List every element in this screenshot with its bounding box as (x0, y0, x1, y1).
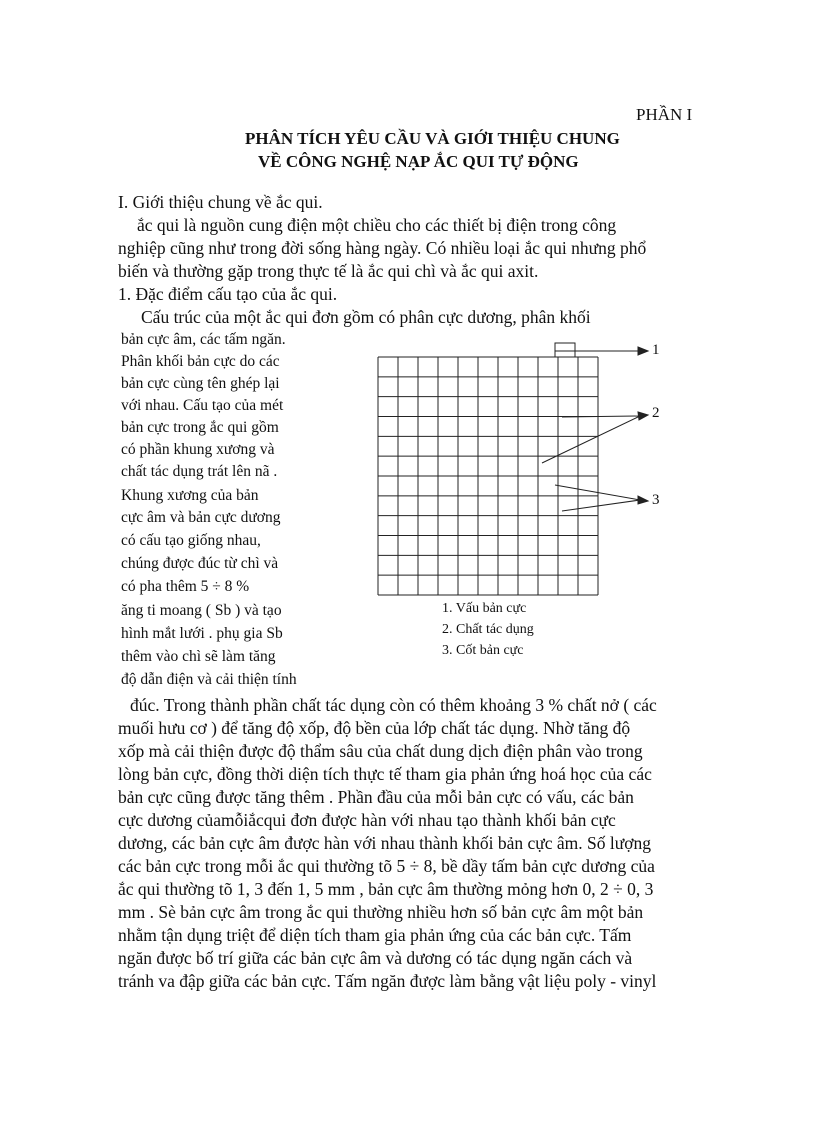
column-line: có phần khung xương và (121, 441, 275, 458)
paragraph-line: tránh va đập giữa các bản cực. Tấm ngăn được làm bằng vật liệu poly - vinyl (118, 971, 657, 991)
column-line: chất tác dụng trát lên nã . (121, 463, 278, 480)
callout-label-2: 2 (652, 405, 660, 421)
column-line: bản cực cùng tên ghép lại (121, 375, 280, 392)
column-line: ăng ti moang ( Sb ) và tạo (121, 602, 282, 619)
callout-label-1: 1 (652, 342, 660, 358)
page-title-line-2: VỀ CÔNG NGHỆ NẠP ẮC QUI TỰ ĐỘNG (258, 152, 579, 171)
callout-line-3b (562, 500, 640, 511)
paragraph-line: nhằm tận dụng triệt để diện tích tham gia phản ứng của các bản cực. Tấm (118, 925, 632, 945)
callout-arrow-1 (638, 347, 648, 355)
plate-grid (378, 357, 598, 595)
callout-arrow-2 (638, 412, 648, 420)
paragraph-line: cực dương củamỗiắcqui đơn được hàn với nhau tạo thành khối bản cực (118, 810, 616, 830)
paragraph-line: dương, các bản cực âm được hàn với nhau thành khối bản cực âm. Số lượng (118, 833, 651, 853)
paragraph-line: xốp mà cải thiện được độ thẩm sâu của chất dung dịch điện phân vào trong (118, 741, 643, 761)
paragraph-line: bản cực cũng được tăng thêm . Phần đầu của mỗi bản cực có vấu, các bản (118, 787, 634, 807)
column-line: với nhau. Cấu tạo của mét (121, 397, 284, 414)
callout-label-3: 3 (652, 492, 660, 508)
page-title-line-1: PHÂN TÍCH YÊU CẦU VÀ GIỚI THIỆU CHUNG (245, 129, 620, 148)
paragraph-line: lòng bản cực, đồng thời diện tích thực tế tham gia phản ứng hoá học của các (118, 764, 652, 784)
plate-lug (555, 343, 575, 357)
paragraph-line: các bản cực trong mỗi ắc qui thường tõ 5 ÷ 8, bề dầy tấm bản cực dương của (118, 856, 655, 876)
column-line: độ dẫn điện và cải thiện tính (121, 671, 297, 688)
paragraph-line: muối hưu cơ ) để tăng độ xốp, độ bền của lớp chất tác dụng. Nhờ tăng độ (118, 718, 631, 738)
column-line: bản cực âm, các tấm ngăn. (121, 331, 286, 348)
column-line: có pha thêm 5 ÷ 8 % (121, 578, 250, 595)
paragraph-line: nghiệp cũng như trong đời sống hàng ngày. Có nhiều loại ắc qui nhưng phổ (118, 238, 647, 258)
paragraph-line: đúc. Trong thành phần chất tác dụng còn có thêm khoảng 3 % chất nở ( các (130, 695, 657, 715)
section-heading: I. Giới thiệu chung về ắc qui. (118, 192, 323, 212)
paragraph-line: mm . Sè bản cực âm trong ắc qui thường nhiều hơn số bản cực âm một bản (118, 902, 644, 922)
subsection-heading: 1. Đặc điểm cấu tạo của ắc qui. (118, 284, 338, 304)
paragraph-line: ngăn được bố trí giữa các bản cực âm và dương có tác dụng ngăn cách và (118, 948, 633, 968)
column-line: Khung xương của bản (121, 487, 259, 504)
figure-legend-item: 2. Chất tác dụng (442, 622, 534, 637)
figure-legend-item: 1. Vấu bản cực (442, 601, 527, 616)
column-line: bản cực trong ắc qui gồm (121, 419, 279, 436)
column-line: thêm vào chì sẽ làm tăng (121, 648, 276, 665)
column-line: hình mắt lưới . phụ gia Sb (121, 625, 283, 642)
paragraph-line: ắc qui thường tõ 1, 3 đến 1, 5 mm , bản cực âm thường mỏng hơn 0, 2 ÷ 0, 3 (118, 879, 654, 899)
column-line: có cấu tạo giống nhau, (121, 532, 261, 549)
paragraph-line: biến và thường gặp trong thực tế là ắc qui chì và ắc qui axit. (118, 261, 539, 281)
column-line: Phân khối bản cực do các (121, 353, 280, 370)
column-line: cực âm và bản cực dương (121, 509, 281, 526)
figure-legend-item: 3. Cốt bản cực (442, 643, 524, 658)
paragraph-line: Cấu trúc của một ắc qui đơn gồm có phân cực dương, phân khối (141, 307, 591, 327)
part-number: PHẦN I (636, 105, 693, 124)
paragraph-line: ắc qui là nguồn cung điện một chiều cho các thiết bị điện trong công (137, 215, 617, 235)
callout-arrow-3 (638, 496, 648, 504)
column-line: chúng được đúc từ chì và (121, 555, 279, 572)
